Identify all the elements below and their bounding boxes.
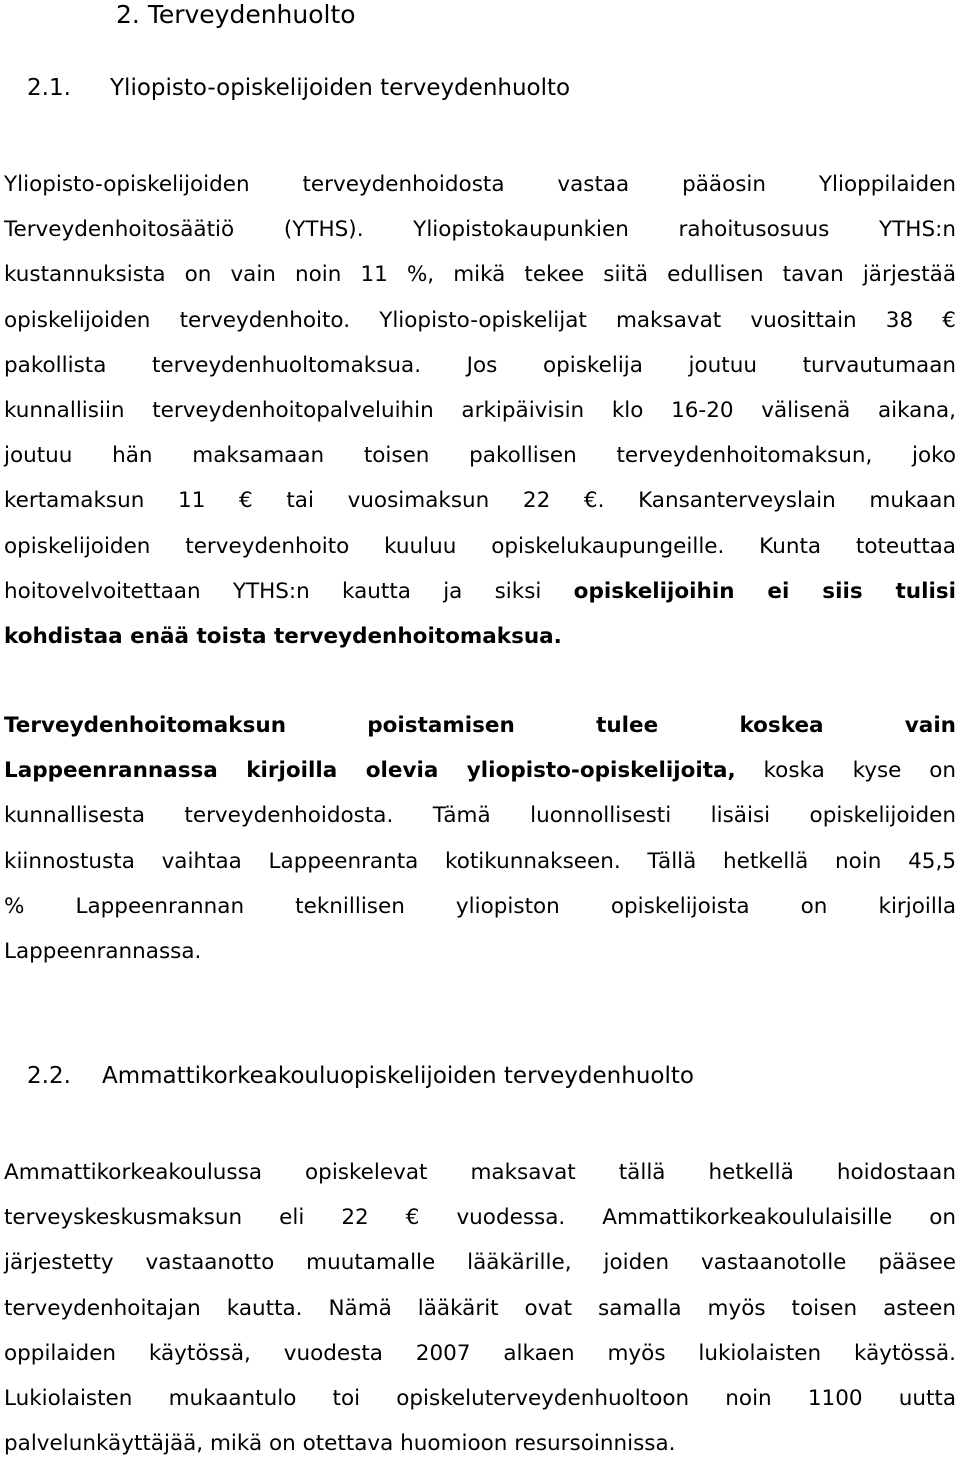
paragraph-proposal xyxy=(4,703,956,974)
paragraph-line: kertamaksun 11 € tai vuosimaksun 22 €. Kansanterveyslain mukaan xyxy=(4,488,956,514)
section-number: 2. xyxy=(116,0,140,29)
emphasis-text: opiskelijoihin ei siis tulisi xyxy=(573,578,957,604)
line-text: koska kyse on xyxy=(735,758,956,784)
paragraph-ammattikorkeakoulu xyxy=(4,1150,956,1466)
paragraph-line-mixed xyxy=(4,569,956,614)
paragraph-line: joutuu hän maksamaan toisen pakollisen terveydenhoitomaksun, joko xyxy=(4,443,956,469)
subsection-title: Yliopisto-opiskelijoiden terveydenhuolto xyxy=(110,75,571,101)
paragraph-line: kunnallisiin terveydenhoitopalveluihin arkipäivisin klo 16-20 välisenä aikana, xyxy=(4,397,956,423)
emphasis-text: Lappeenrannassa kirjoilla olevia yliopisto-opiskelijoita, xyxy=(4,758,736,784)
paragraph-line: kustannuksista on vain noin 11 %, mikä tekee siitä edullisen tavan järjestää xyxy=(4,262,956,288)
paragraph-line: terveyskeskusmaksun eli 22 € vuodessa. Ammattikorkeakoululaisille on xyxy=(4,1205,956,1231)
paragraph-line: % Lappeenrannan teknillisen yliopiston opiskelijoista on kirjoilla xyxy=(4,893,956,919)
paragraph-line: terveydenhoitajan kautta. Nämä lääkärit ovat samalla myös toisen asteen xyxy=(4,1295,956,1321)
paragraph-line: järjestetty vastaanotto muutamalle lääkärille, joiden vastaanotolle pääsee xyxy=(4,1250,956,1276)
section-title-text: Terveydenhuolto xyxy=(147,0,356,29)
emphasis-line: Terveydenhoitomaksun poistamisen tulee koskea vain xyxy=(4,713,956,738)
emphasis-line: kohdistaa enää toista terveydenhoitomaksua. xyxy=(4,623,562,649)
paragraph-yliopisto xyxy=(4,162,956,659)
paragraph-line-mixed xyxy=(4,748,956,793)
paragraph-line: palvelunkäyttäjää, mikä on otettava huomioon resursoinnissa. xyxy=(4,1431,676,1457)
paragraph-line: Lappeenrannassa. xyxy=(4,938,202,964)
paragraph-line: Terveydenhoitosäätiö (YTHS). Yliopistokaupunkien rahoitusosuus YTHS:n xyxy=(4,217,956,243)
paragraph-line: oppilaiden käytössä, vuodesta 2007 alkaen myös lukiolaisten käytössä. xyxy=(4,1340,956,1366)
paragraph-line: pakollista terveydenhuoltomaksua. Jos opiskelija joutuu turvautumaan xyxy=(4,352,956,378)
paragraph-line: opiskelijoiden terveydenhoito kuuluu opiskelukaupungeille. Kunta toteuttaa xyxy=(4,533,956,559)
paragraph-line: kunnallisesta terveydenhoidosta. Tämä luonnollisesti lisäisi opiskelijoiden xyxy=(4,803,956,829)
paragraph-line: Yliopisto-opiskelijoiden terveydenhoidosta vastaa pääosin Ylioppilaiden xyxy=(4,172,956,197)
subsection-title: Ammattikorkeakouluopiskelijoiden terveydenhuolto xyxy=(102,1063,694,1089)
paragraph-line: Ammattikorkeakoulussa opiskelevat maksavat tällä hetkellä hoidostaan xyxy=(4,1160,956,1185)
subsection-number: 2.1. xyxy=(27,75,71,101)
paragraph-line: opiskelijoiden terveydenhoito. Yliopisto-opiskelijat maksavat vuosittain 38 € xyxy=(4,307,956,333)
paragraph-line: kiinnostusta vaihtaa Lappeenranta kotikunnakseen. Tällä hetkellä noin 45,5 xyxy=(4,848,956,874)
paragraph-line: Lukiolaisten mukaantulo toi opiskeluterveydenhuoltoon noin 1100 uutta xyxy=(4,1385,956,1411)
line-text: hoitovelvoitettaan YTHS:n kautta ja siksi xyxy=(4,578,574,604)
section-title xyxy=(116,2,356,27)
subsection-number: 2.2. xyxy=(27,1063,71,1089)
